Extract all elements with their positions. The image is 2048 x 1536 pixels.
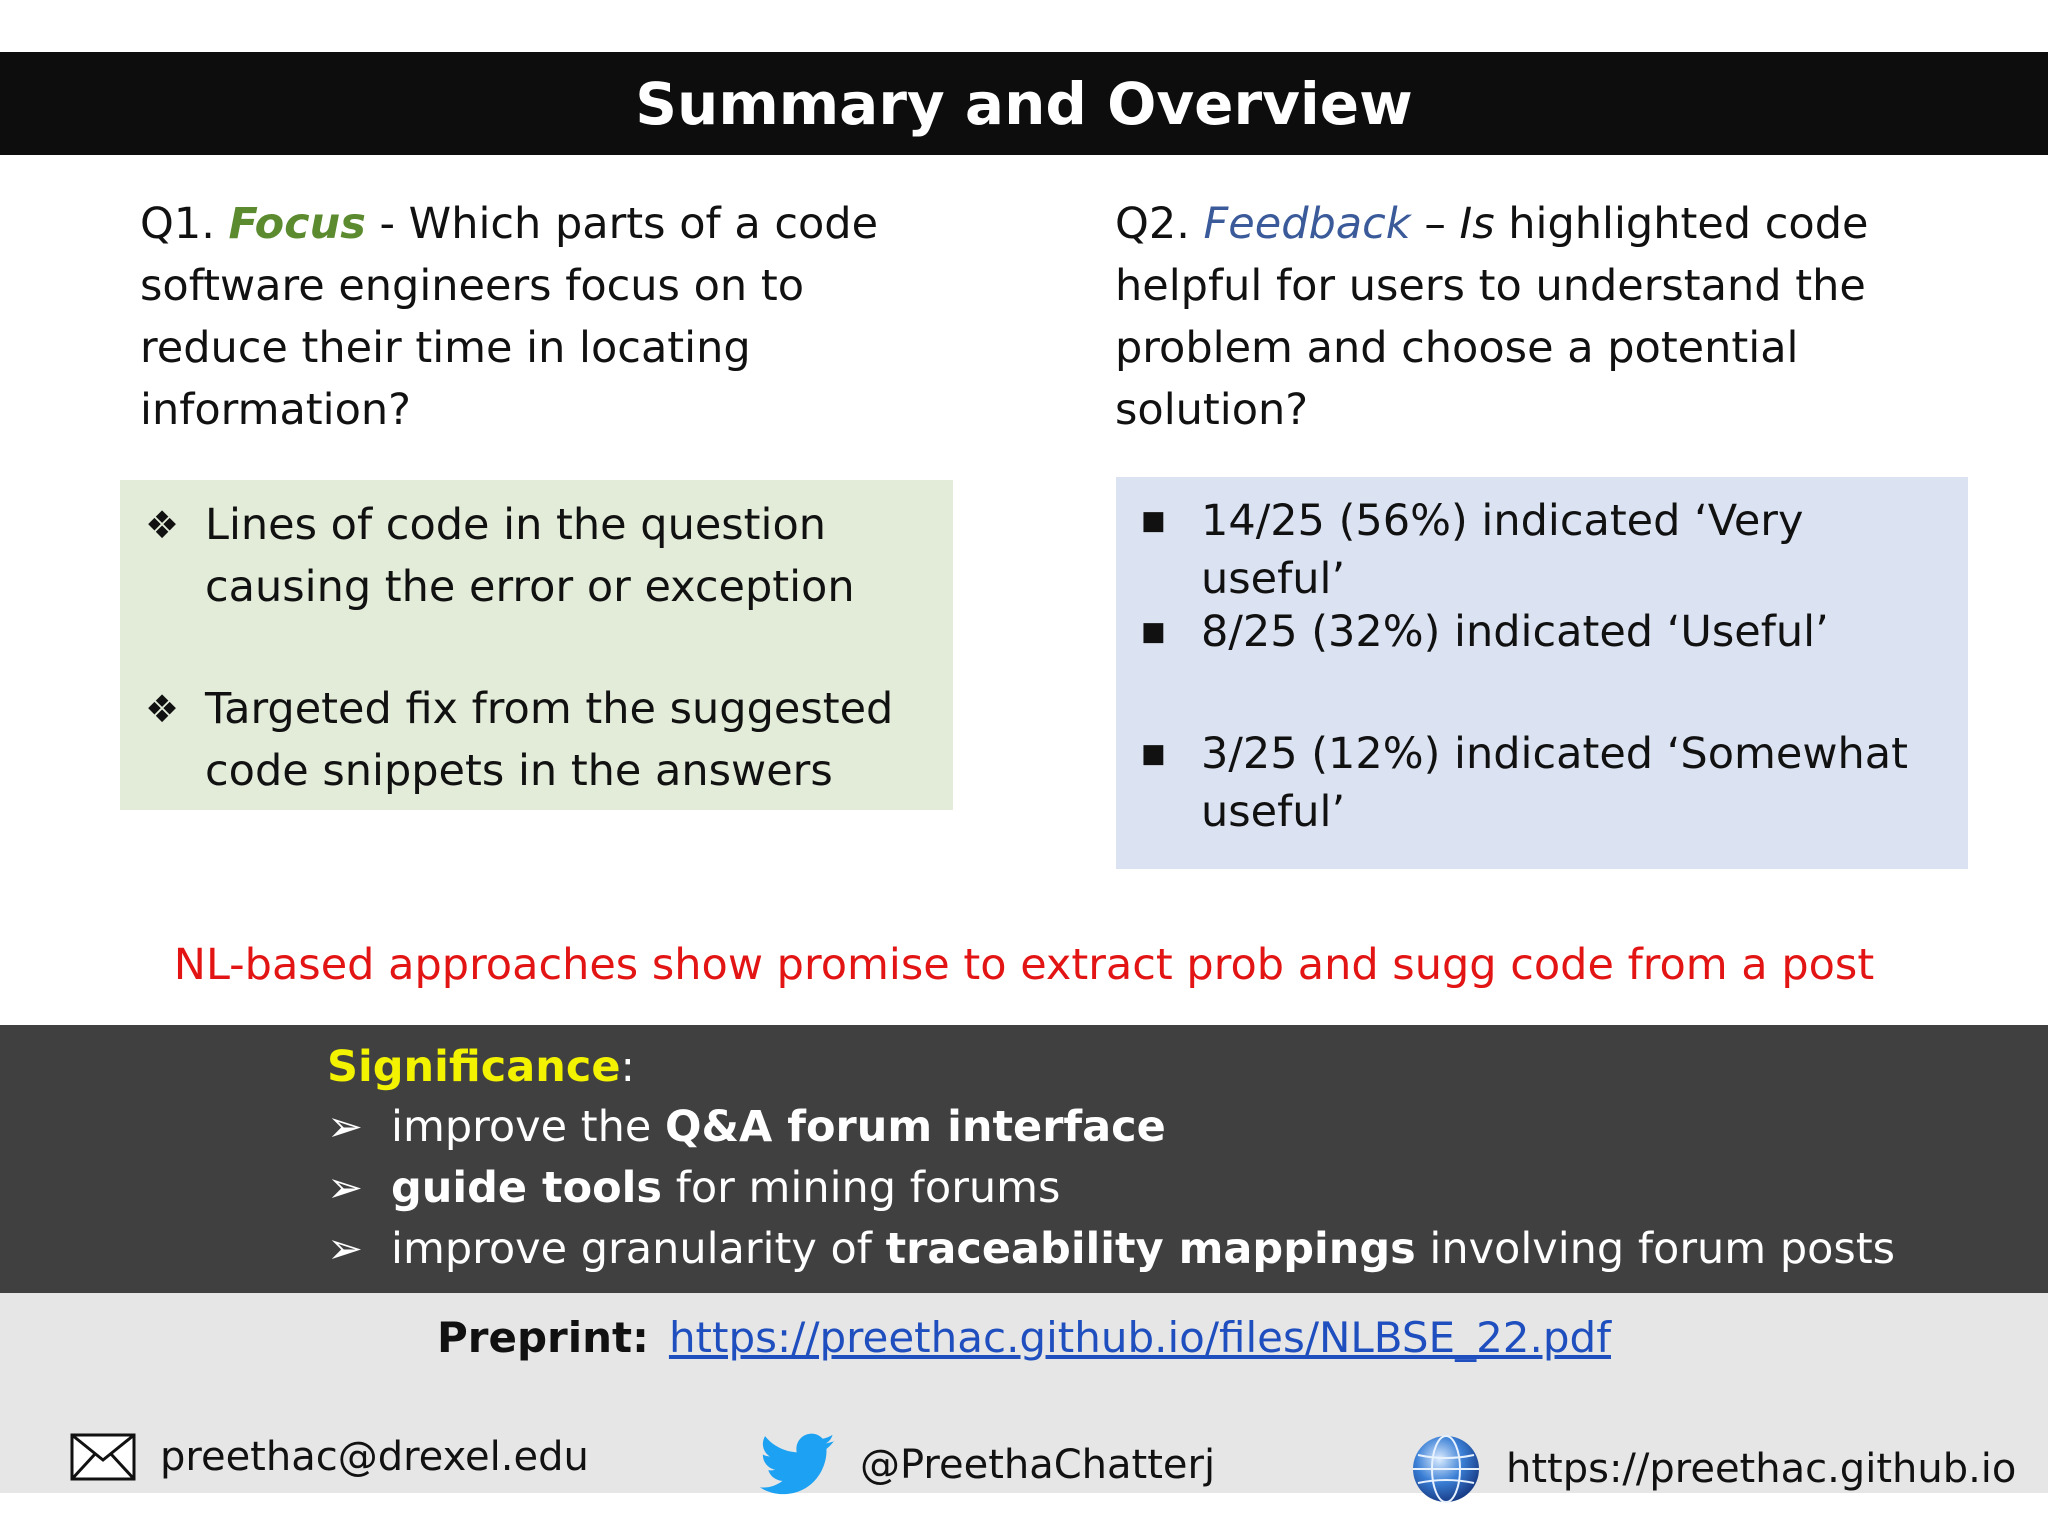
q2-finding-text: 14/25 (56%) indicated ‘Very useful’ (1201, 496, 1804, 604)
square-bullet-icon: ■ (1141, 506, 1166, 536)
significance-item-text: involving forum posts (1415, 1224, 1896, 1274)
q2-finding-text: 8/25 (32%) indicated ‘Useful’ (1201, 607, 1829, 657)
q1-finding-text: Targeted fix from the suggested code snippets in the answers (205, 684, 894, 796)
q2-dash: – (1410, 199, 1460, 249)
website-contact (1410, 1433, 2016, 1505)
q1-question (140, 193, 960, 441)
email-contact (70, 1433, 589, 1481)
square-bullet-icon: ■ (1141, 739, 1166, 769)
q1-findings-box (120, 480, 953, 810)
slide-title (0, 52, 2048, 155)
significance-item-bold: Q&A forum interface (664, 1102, 1166, 1152)
significance-item-bold: traceability mappings (885, 1224, 1416, 1274)
envelope-icon (70, 1433, 136, 1481)
website-link[interactable]: https://preethac.github.io (1506, 1446, 2017, 1492)
q1-keyword: Focus (228, 199, 366, 249)
significance-colon: : (620, 1042, 635, 1092)
significance-item (327, 1099, 1166, 1155)
globe-icon (1410, 1433, 1482, 1505)
q1-finding (145, 494, 935, 618)
preprint-label: Preprint: (437, 1313, 649, 1362)
footer (0, 1293, 2048, 1493)
email-link[interactable]: preethac@drexel.edu (160, 1434, 589, 1480)
q1-prefix: Q1. (140, 199, 229, 249)
significance-item (327, 1160, 1060, 1216)
preprint-link[interactable]: https://preethac.github.io/files/NLBSE_22.pdf (668, 1313, 1611, 1362)
significance-band (0, 1025, 2048, 1293)
significance-item-text: for mining forums (662, 1163, 1061, 1213)
q2-is: Is (1459, 199, 1495, 249)
arrow-bullet-icon: ➢ (327, 1102, 364, 1152)
significance-item (327, 1221, 1895, 1277)
q1-finding-text: Lines of code in the question causing the error or exception (205, 500, 855, 612)
q2-question (1115, 193, 1975, 441)
preprint-line (0, 1313, 2048, 1362)
diamond-bullet-icon: ❖ (145, 503, 180, 547)
twitter-handle[interactable]: @PreethaChatterj (860, 1442, 1216, 1488)
significance-item-text: improve granularity of (391, 1224, 886, 1274)
q1-rest: - Which parts of a code software engineers focus on to reduce their time in locating information? (140, 199, 879, 435)
q2-finding (1141, 492, 1951, 608)
significance-heading (327, 1039, 635, 1095)
twitter-bird-icon (760, 1433, 836, 1497)
significance-item-bold: guide tools (391, 1163, 663, 1213)
twitter-contact (760, 1433, 1215, 1497)
q2-finding (1141, 603, 1951, 661)
significance-label: Significance (327, 1042, 621, 1092)
q2-finding (1141, 725, 1951, 841)
slide-title-text: Summary and Overview (635, 69, 1413, 138)
arrow-bullet-icon: ➢ (327, 1163, 364, 1213)
q2-keyword: Feedback (1203, 199, 1411, 249)
diamond-bullet-icon: ❖ (145, 687, 180, 731)
q2-finding-text: 3/25 (12%) indicated ‘Somewhat useful’ (1201, 729, 1908, 837)
q2-prefix: Q2. (1115, 199, 1204, 249)
q2-rest: highlighted code helpful for users to understand the problem and choose a potential solution? (1115, 199, 1869, 435)
arrow-bullet-icon: ➢ (327, 1224, 364, 1274)
conclusion-text: NL-based approaches show promise to extract prob and sugg code from a post (173, 940, 1875, 990)
square-bullet-icon: ■ (1141, 617, 1166, 647)
q2-findings-box (1116, 477, 1968, 869)
significance-item-text: improve the (391, 1102, 665, 1152)
q1-finding (145, 678, 935, 802)
